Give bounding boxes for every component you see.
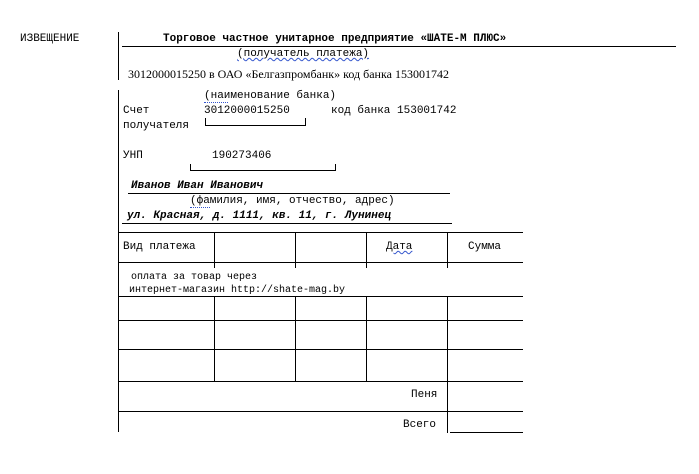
col-date-header-text: Дата <box>386 241 413 253</box>
header-bottom-line <box>118 262 523 263</box>
grid-sep-b4 <box>447 320 448 381</box>
account-bracket-bottom <box>205 125 305 126</box>
recipient-caption-text: (получатель платежа) <box>237 48 370 60</box>
grid-line-1 <box>118 296 523 297</box>
payer-caption: (фамилия, имя, отчество, адрес) <box>190 195 395 207</box>
unp-bracket-right <box>335 164 336 171</box>
bank-caption: (наименование банка) <box>204 90 337 102</box>
payer-address: ул. Красная, д. 1111, кв. 11, г. Лунинец <box>127 210 392 222</box>
unp-bracket-bottom <box>190 170 335 171</box>
table-top-line <box>118 232 523 233</box>
col-sum-header: Сумма <box>468 241 502 253</box>
payer-name-underline <box>128 193 450 194</box>
company-underline <box>122 46 676 47</box>
total-sep <box>447 411 448 433</box>
col-type-header: Вид платежа <box>123 241 196 253</box>
total-underline <box>450 432 523 433</box>
company-name: Торговое частное унитарное предприятие «ШАТЕ-М ПЛЮС» <box>163 33 507 45</box>
grid-sep-b2 <box>295 320 296 381</box>
penalty-label: Пеня <box>411 389 438 401</box>
grid-sep-b3 <box>366 320 367 381</box>
recipient-caption <box>237 48 369 60</box>
payer-caption-squiggle <box>190 207 210 208</box>
bank-line: 3012000015250 в ОАО «Белгазпромбанк» код банка 153001742 <box>128 67 449 81</box>
penalty-sep <box>447 381 448 412</box>
border-left-top <box>118 32 119 80</box>
purpose-line-2: интернет-магазин http://shate-mag.by <box>129 285 346 296</box>
account-number: 3012000015250 <box>204 105 290 117</box>
payer-address-underline <box>122 223 452 224</box>
account-label-1: Счет <box>123 105 150 117</box>
unp-label: УНП <box>123 150 143 162</box>
unp-value: 190273406 <box>212 150 272 162</box>
payer-name: Иванов Иван Иванович <box>131 180 264 192</box>
bank-caption-squiggle <box>204 102 228 103</box>
bank-code: код банка 153001742 <box>331 105 457 117</box>
notice-label: ИЗВЕЩЕНИЕ <box>20 33 80 45</box>
account-label-2: получателя <box>123 120 190 132</box>
account-bracket-right <box>305 118 306 126</box>
grid-line-4 <box>118 381 523 382</box>
col-date-header <box>386 241 412 253</box>
grid-line-2 <box>118 320 523 321</box>
purpose-line-1: оплата за товар через <box>131 272 258 283</box>
grid-sep-b1 <box>214 320 215 381</box>
grid-line-5 <box>118 411 523 412</box>
grid-line-3 <box>118 349 523 350</box>
total-label: Всего <box>403 419 437 431</box>
